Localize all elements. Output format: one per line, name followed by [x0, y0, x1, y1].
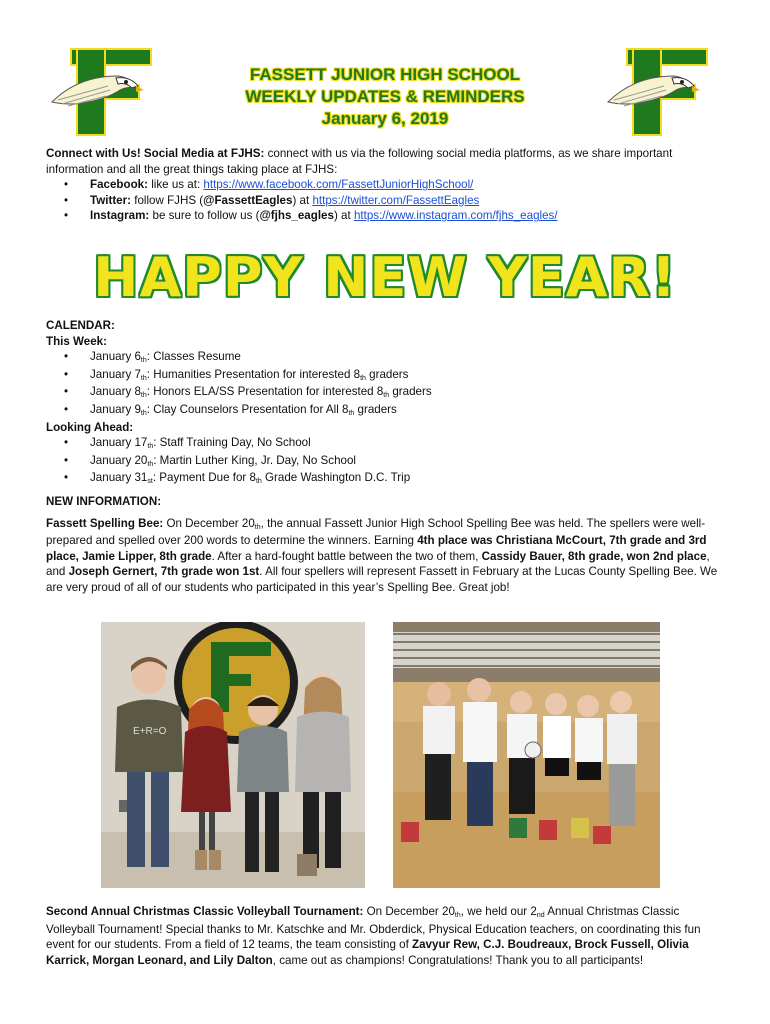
spelling-text-5: . All four spellers will represent Fassett in February at the Lucas County Spelling Bee. We are very proud of all of our students who participated in this year’s Spelling Bee. Great job! — [46, 565, 718, 594]
volleyball-sup-2: nd — [536, 912, 545, 919]
volleyball-sup-1: th — [454, 912, 461, 919]
instagram-label: Instagram: — [90, 209, 150, 223]
calendar.this_week-item — [46, 402, 724, 420]
spelling-text-2: , the annual Fassett Junior High School Spelling Bee was held. The spellers were well-prepared and spelled over 200 words to determine the winners. Earning — [46, 516, 706, 548]
this-week-label: This Week: — [46, 334, 107, 348]
calendar-text: January 6 — [90, 350, 141, 364]
ordinal-suffix: th — [140, 374, 147, 382]
spelling-bee-photo — [101, 622, 365, 888]
facebook-label: Facebook: — [90, 178, 148, 192]
volleyball-lead: Second Annual Christmas Classic Volleyball Tournament: — [46, 905, 364, 918]
looking-ahead-list — [46, 435, 724, 488]
spelling-bold-1: 4th place was Christiana McCourt, 7th grade and 3rd place, Jamie Lipper, 8th grade — [46, 534, 707, 563]
calendar-text: : Clay Counselors Presentation for All 8 — [146, 402, 349, 416]
school-name: FASSETT JUNIOR HIGH SCHOOL — [249, 65, 521, 84]
happy-new-year-banner: HAPPY NEW YEAR! — [93, 246, 677, 309]
ordinal-suffix: st — [147, 478, 153, 486]
calendar-text: graders — [365, 367, 409, 381]
calendar-text: : Humanities Presentation for interested 8 — [146, 367, 361, 381]
facebook-text: like us at: — [147, 178, 204, 192]
social-item-twitter — [46, 193, 724, 209]
ordinal-suffix: th — [140, 409, 147, 417]
spelling-text-1: On December 20 — [163, 516, 255, 530]
connect-section — [46, 146, 724, 224]
calendar.ahead-item — [46, 435, 724, 453]
volleyball-section — [46, 904, 724, 968]
ordinal-suffix: th — [147, 460, 154, 468]
calendar-heading: CALENDAR: — [46, 319, 115, 332]
newsletter-header — [180, 64, 590, 130]
spelling-lead: Fassett Spelling Bee: — [46, 516, 164, 530]
shirt-text: E+R=O — [133, 726, 167, 737]
instagram-text: be sure to follow us ( — [149, 209, 260, 223]
calendar-text: : Honors ELA/SS Presentation for interested 8 — [146, 385, 384, 399]
new-info-heading: NEW INFORMATION: — [46, 494, 162, 508]
volleyball-paragraph — [46, 904, 724, 968]
calendar-text: January 20 — [90, 453, 148, 467]
calendar-text: graders — [389, 385, 432, 399]
spelling-sup-1: th — [254, 523, 261, 531]
connect-lead: Connect with Us! Social Media at FJHS: — [46, 147, 265, 160]
twitter-text: follow FJHS ( — [131, 193, 204, 207]
spelling-text-3: . After a hard-fought battle between the two of them, — [211, 549, 482, 563]
ordinal-suffix: th — [147, 443, 154, 451]
looking-ahead-label: Looking Ahead: — [46, 420, 134, 434]
calendar.this_week-item — [46, 367, 724, 385]
ordinal-suffix: th — [383, 392, 390, 400]
volleyball-text-2: , we held our 2 — [460, 905, 537, 918]
calendar.ahead-item — [46, 470, 724, 488]
social-item-facebook — [46, 177, 724, 193]
connect-paragraph — [46, 146, 724, 177]
spelling-bee-paragraph — [46, 516, 724, 596]
ordinal-suffix: th — [140, 357, 147, 365]
instagram-handle: @fjhs_eagles — [259, 209, 334, 223]
ordinal-suffix: th — [255, 478, 262, 486]
ordinal-suffix: th — [140, 392, 147, 400]
ordinal-suffix: th — [360, 374, 366, 382]
calendar-text: January 31 — [90, 471, 148, 485]
volleyball-bold-1: Zavyur Rew, C.J. Boudreaux, Brock Fussell, Olivia Karrick, Morgan Leonard, and Lily Dalton — [46, 938, 689, 967]
eagle-f-logo-left — [48, 42, 158, 138]
calendar.this_week-item — [46, 349, 724, 367]
calendar-text: : Classes Resume — [146, 350, 241, 364]
eagle-f-logo-right — [604, 42, 714, 138]
calendar.this_week-item — [46, 384, 724, 402]
this-week-list — [46, 349, 724, 419]
spelling-bold-3: Joseph Gernert, 7th grade won 1st — [68, 565, 260, 579]
calendar-text: : Martin Luther King, Jr. Day, No School — [153, 453, 356, 467]
calendar-text: January 17 — [90, 436, 148, 450]
calendar-text: : Payment Due for 8 — [152, 471, 256, 485]
calendar-text: January 8 — [90, 385, 141, 399]
calendar-text: Grade Washington D.C. Trip — [261, 471, 411, 485]
calendar-text: graders — [354, 402, 397, 416]
twitter-link[interactable]: https://twitter.com/FassettEagles — [312, 193, 480, 207]
calendar-text: January 7 — [90, 367, 141, 381]
facebook-link[interactable]: https://www.facebook.com/FassettJuniorHighSchool/ — [203, 178, 474, 192]
calendar.ahead-item — [46, 453, 724, 471]
social-list — [46, 177, 724, 224]
volleyball-text-1: On December 20 — [363, 905, 455, 918]
calendar-text: January 9 — [90, 402, 141, 416]
ordinal-suffix: th — [348, 409, 355, 417]
newsletter-date: January 6, 2019 — [321, 109, 449, 128]
instagram-link[interactable]: https://www.instagram.com/fjhs_eagles/ — [353, 209, 558, 223]
volleyball-text-4: , came out as champions! Congratulations! Thank you to all participants! — [272, 953, 644, 967]
social-item-instagram — [46, 208, 724, 224]
newsletter-title: WEEKLY UPDATES & REMINDERS — [245, 87, 525, 106]
volleyball-champions-photo — [393, 622, 660, 888]
volleyball-text-3: Annual Christmas Classic Volleyball Tournament! Special thanks to Mr. Katschke and Mr. Obderdick, Physical Education teachers, on coordinating this fun event for our students. From a field of 12 teams, the team consisting of — [46, 905, 701, 952]
twitter-handle: @FassettEagles — [203, 193, 293, 207]
instagram-text-2: ) at — [333, 209, 354, 223]
twitter-label: Twitter: — [90, 193, 132, 207]
spelling-text-4: , and — [46, 549, 710, 579]
spelling-bold-2: Cassidy Bauer, 8th grade, won 2nd place — [481, 549, 707, 563]
calendar-section — [46, 318, 724, 596]
connect-text: connect with us via the following social media platforms, as we share important information and all the great things taking place at FJHS: — [46, 147, 673, 176]
calendar-text: : Staff Training Day, No School — [153, 436, 311, 450]
twitter-text-2: ) at — [292, 193, 313, 207]
